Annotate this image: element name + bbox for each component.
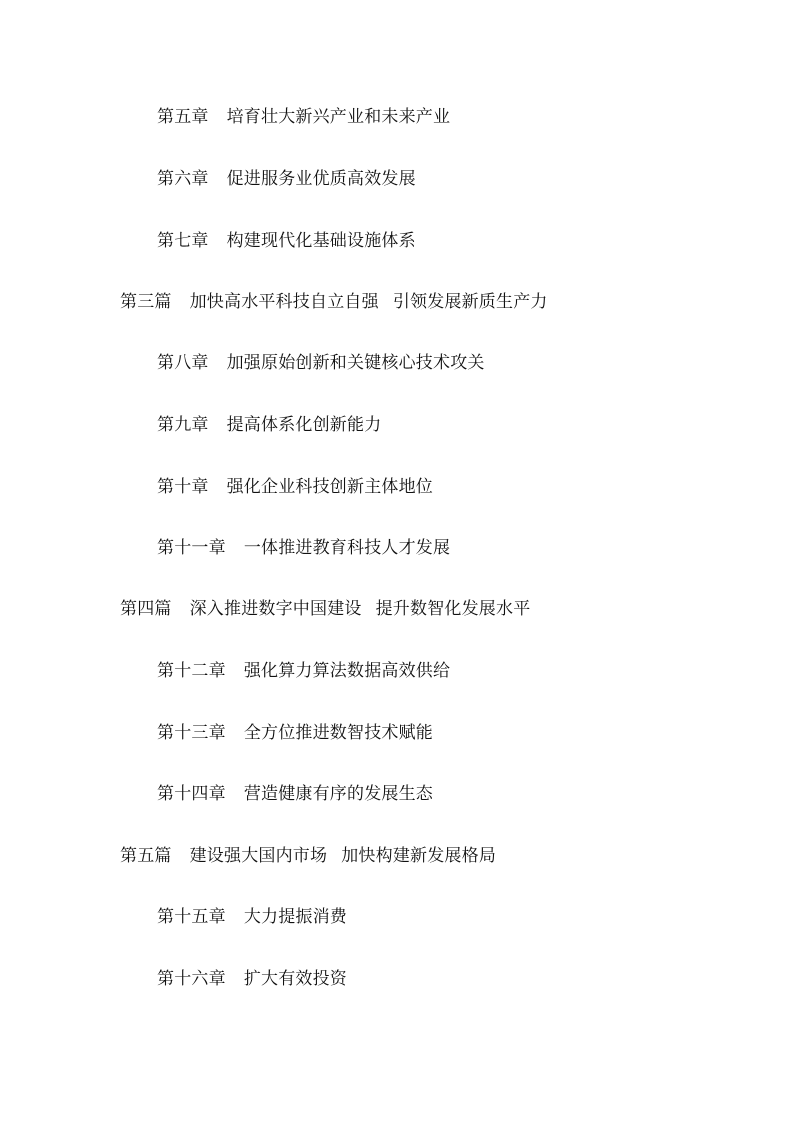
chapter-label: 第十一章 xyxy=(157,538,226,558)
chapter-title: 大力提振消费 xyxy=(243,907,348,927)
toc-chapter-12 xyxy=(157,659,450,683)
toc-chapter-16 xyxy=(157,967,347,991)
chapter-label: 第十四章 xyxy=(157,784,226,804)
toc-chapter-5 xyxy=(157,105,450,129)
toc-chapter-10 xyxy=(157,475,433,499)
chapter-title: 提高体系化创新能力 xyxy=(226,415,382,435)
part-title-sub: 提升数智化发展水平 xyxy=(375,599,531,619)
chapter-label: 第十六章 xyxy=(157,969,226,989)
chapter-label: 第五章 xyxy=(157,107,209,127)
toc-chapter-15 xyxy=(157,905,347,929)
toc-part-5 xyxy=(120,844,496,868)
part-title-sub: 引领发展新质生产力 xyxy=(392,292,548,312)
chapter-title: 强化企业科技创新主体地位 xyxy=(226,477,434,497)
chapter-label: 第九章 xyxy=(157,415,209,435)
chapter-title: 加强原始创新和关键核心技术攻关 xyxy=(226,353,485,373)
chapter-title: 促进服务业优质高效发展 xyxy=(226,169,416,189)
chapter-title: 扩大有效投资 xyxy=(243,969,348,989)
chapter-title: 构建现代化基础设施体系 xyxy=(226,231,416,251)
chapter-label: 第十章 xyxy=(157,477,209,497)
chapter-title: 营造健康有序的发展生态 xyxy=(243,784,434,804)
chapter-label: 第十二章 xyxy=(157,661,226,681)
part-label: 第五篇 xyxy=(120,846,172,866)
chapter-label: 第十五章 xyxy=(157,907,226,927)
part-title-sub: 加快构建新发展格局 xyxy=(341,846,497,866)
part-title-main: 建设强大国内市场 xyxy=(189,846,328,866)
toc-chapter-6 xyxy=(157,167,416,191)
chapter-title: 一体推进教育科技人才发展 xyxy=(243,538,451,558)
toc-chapter-14 xyxy=(157,782,433,806)
toc-part-3 xyxy=(120,290,548,314)
toc-chapter-8 xyxy=(157,351,485,375)
chapter-title: 培育壮大新兴产业和未来产业 xyxy=(226,107,451,127)
toc-chapter-13 xyxy=(157,721,433,745)
chapter-label: 第十三章 xyxy=(157,723,226,743)
part-label: 第三篇 xyxy=(120,292,172,312)
toc-chapter-7 xyxy=(157,229,416,253)
chapter-label: 第七章 xyxy=(157,231,209,251)
chapter-title: 全方位推进数智技术赋能 xyxy=(243,723,434,743)
toc-part-4 xyxy=(120,597,530,621)
chapter-label: 第六章 xyxy=(157,169,209,189)
part-title-main: 深入推进数字中国建设 xyxy=(189,599,362,619)
chapter-title: 强化算力算法数据高效供给 xyxy=(243,661,451,681)
toc-chapter-11 xyxy=(157,536,450,560)
part-label: 第四篇 xyxy=(120,599,172,619)
chapter-label: 第八章 xyxy=(157,353,209,373)
toc-chapter-9 xyxy=(157,413,381,437)
part-title-main: 加快高水平科技自立自强 xyxy=(189,292,379,312)
